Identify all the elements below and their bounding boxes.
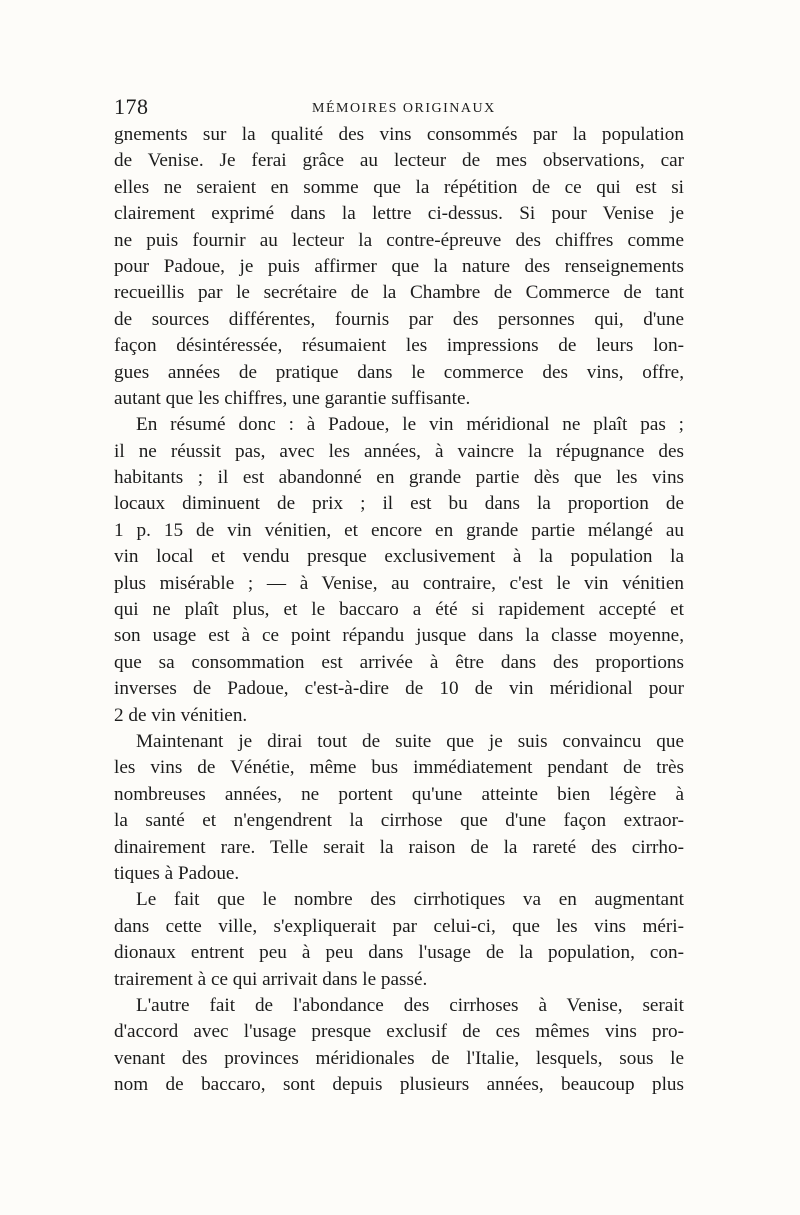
- text-line: dionaux entrent peu à peu dans l'usage de la population, con-: [114, 942, 684, 964]
- text-line: vin local et vendu presque exclusivement à la population la: [114, 546, 684, 568]
- paragraph-end-line: autant que les chiffres, une garantie suffisante.: [114, 387, 471, 409]
- text-line: façon désintéressée, résumaient les impressions de leurs lon-: [114, 335, 684, 357]
- text-line: son usage est à ce point répandu jusque dans la classe moyenne,: [114, 625, 684, 647]
- text-line: gues années de pratique dans le commerce des vins, offre,: [114, 361, 684, 383]
- paragraph-start-line: Maintenant je dirai tout de suite que je suis convaincu que: [136, 730, 684, 752]
- text-line: elles ne seraient en somme que la répétition de ce qui est si: [114, 176, 684, 198]
- paragraph-start-line: Le fait que le nombre des cirrhotiques va en augmentant: [136, 889, 684, 911]
- text-line: plus misérable ; — à Venise, au contraire, c'est le vin vénitien: [114, 572, 684, 594]
- text-line: de sources différentes, fournis par des personnes qui, d'une: [114, 308, 684, 330]
- text-line: que sa consommation est arrivée à être dans des proportions: [114, 651, 684, 673]
- text-line: d'accord avec l'usage presque exclusif de ces mêmes vins pro-: [114, 1021, 684, 1043]
- body-text: [114, 122, 684, 1098]
- running-title: MÉMOIRES ORIGINAUX: [312, 101, 496, 116]
- page-number: 178: [114, 94, 149, 119]
- paragraph-start-line: L'autre fait de l'abondance des cirrhoses à Venise, serait: [136, 994, 684, 1016]
- page-header: [114, 94, 684, 120]
- text-line: 1 p. 15 de vin vénitien, et encore en grande partie mélangé au: [114, 519, 684, 541]
- text-line: nom de baccaro, sont depuis plusieurs années, beaucoup plus: [114, 1074, 684, 1096]
- text-line: pour Padoue, je puis affirmer que la nature des renseignements: [114, 255, 684, 277]
- text-line: il ne réussit pas, avec les années, à vaincre la répugnance des: [114, 440, 684, 462]
- paragraph-start-line: En résumé donc : à Padoue, le vin méridional ne plaît pas ;: [136, 414, 684, 436]
- text-line: ne puis fournir au lecteur la contre-épreuve des chiffres comme: [114, 229, 684, 251]
- text-line: la santé et n'engendrent la cirrhose que d'une façon extraor-: [114, 810, 684, 832]
- text-line: inverses de Padoue, c'est-à-dire de 10 de vin méridional pour: [114, 678, 684, 700]
- text-line: venant des provinces méridionales de l'Italie, lesquels, sous le: [114, 1047, 684, 1069]
- text-line: de Venise. Je ferai grâce au lecteur de mes observations, car: [114, 150, 684, 172]
- paragraph-end-line: 2 de vin vénitien.: [114, 704, 248, 726]
- text-line: nombreuses années, ne portent qu'une atteinte bien légère à: [114, 783, 684, 805]
- text-line: gnements sur la qualité des vins consommés par la population: [114, 124, 684, 145]
- text-line: recueillis par le secrétaire de la Chambre de Commerce de tant: [114, 282, 684, 304]
- text-line: habitants ; il est abandonné en grande partie dès que les vins: [114, 467, 684, 489]
- text-line: dinairement rare. Telle serait la raison de la rareté des cirrho-: [114, 836, 684, 858]
- paragraph-end-line: tiques à Padoue.: [114, 862, 240, 884]
- paragraph-end-line: trairement à ce qui arrivait dans le passé.: [114, 968, 428, 990]
- text-line: dans cette ville, s'expliquerait par celui-ci, que les vins méri-: [114, 915, 684, 937]
- text-line: les vins de Vénétie, même bus immédiatement pendant de très: [114, 757, 684, 779]
- text-line: locaux diminuent de prix ; il est bu dans la proportion de: [114, 493, 684, 515]
- text-line: qui ne plaît plus, et le baccaro a été si rapidement accepté et: [114, 599, 684, 621]
- text-line: clairement exprimé dans la lettre ci-dessus. Si pour Venise je: [114, 203, 684, 225]
